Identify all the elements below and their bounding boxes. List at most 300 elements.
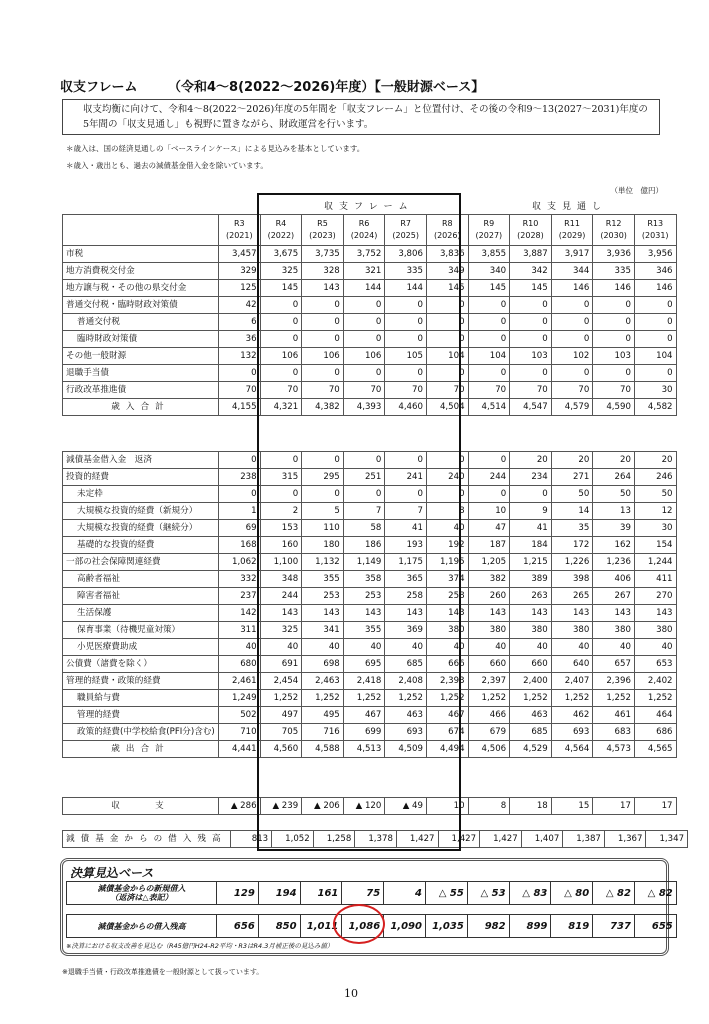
value-cell: △ 82: [593, 882, 635, 905]
value-cell: 2,407: [551, 673, 593, 690]
table-row: [63, 537, 677, 554]
value-cell: 1,387: [563, 831, 605, 848]
value-cell: 253: [302, 588, 344, 605]
value-cell: 143: [468, 605, 510, 622]
value-cell: 265: [551, 588, 593, 605]
value-cell: 1,090: [384, 915, 426, 938]
value-cell: 0: [302, 365, 344, 382]
value-cell: 50: [593, 486, 635, 503]
value-cell: 1,252: [551, 690, 593, 707]
row-label: 政策的経費(中学校給食(PFI分)含む): [63, 724, 219, 741]
value-cell: 50: [551, 486, 593, 503]
value-cell: 4,564: [551, 741, 593, 758]
value-cell: 0: [510, 297, 552, 314]
value-cell: 737: [593, 915, 635, 938]
table-row: [63, 707, 677, 724]
value-cell: 0: [260, 297, 302, 314]
value-cell: 1,252: [634, 690, 676, 707]
intro-box: 収支均衡に向けて、令和4～8(2022～2026)年度の5年間を「収支フレーム」と位置付け、その後の令和9～13(2027～2031)年度の5年間の「収支見通し」も視野に置きながら、財政運営を行います。: [62, 99, 660, 135]
value-cell: 238: [219, 469, 261, 486]
year-header-cell: [219, 215, 261, 246]
value-cell: 143: [302, 280, 344, 297]
value-cell: 20: [634, 452, 676, 469]
row-label: 生活保護: [63, 605, 219, 622]
value-cell: 70: [510, 382, 552, 399]
value-cell: 461: [593, 707, 635, 724]
value-cell: 0: [468, 297, 510, 314]
value-cell: 0: [426, 314, 468, 331]
value-cell: 655: [634, 915, 676, 938]
value-cell: 1,062: [219, 554, 261, 571]
table-row: [63, 331, 677, 348]
value-cell: 1,378: [355, 831, 397, 848]
value-cell: 0: [510, 365, 552, 382]
unit-label: （単位 億円）: [610, 186, 663, 195]
year-western: (2030): [600, 231, 627, 240]
row-label: 地方消費税交付金: [63, 263, 219, 280]
value-cell: 325: [260, 622, 302, 639]
value-cell: 660: [510, 656, 552, 673]
value-cell: 982: [467, 915, 509, 938]
value-cell: 143: [260, 605, 302, 622]
value-cell: 0: [219, 452, 261, 469]
year-header-cell: [551, 215, 593, 246]
value-cell: 0: [385, 297, 427, 314]
value-cell: 0: [343, 331, 385, 348]
value-cell: 464: [634, 707, 676, 724]
value-cell: 1,215: [510, 554, 552, 571]
row-label: 小児医療費助成: [63, 639, 219, 656]
value-cell: 154: [634, 537, 676, 554]
value-cell: 3,735: [302, 246, 344, 263]
value-cell: 342: [510, 263, 552, 280]
value-cell: 2,454: [260, 673, 302, 690]
value-cell: 0: [343, 365, 385, 382]
row-label: 大規模な投資的経費（新規分）: [63, 503, 219, 520]
value-cell: △ 80: [551, 882, 593, 905]
value-cell: 380: [593, 622, 635, 639]
value-cell: 329: [219, 263, 261, 280]
kessan-note: ※決算における収支改善を見込む（R45億円H24-R2平均・R3はR4.3月補正後の見込み値）: [66, 942, 334, 950]
value-cell: 365: [385, 571, 427, 588]
value-cell: 1,175: [385, 554, 427, 571]
value-cell: 69: [219, 520, 261, 537]
value-cell: 4,588: [302, 741, 344, 758]
value-cell: 0: [634, 365, 676, 382]
value-cell: 685: [510, 724, 552, 741]
value-cell: 40: [593, 639, 635, 656]
value-cell: 389: [510, 571, 552, 588]
value-cell: 0: [468, 365, 510, 382]
value-cell: 2,397: [468, 673, 510, 690]
value-cell: 463: [385, 707, 427, 724]
value-cell: 258: [385, 588, 427, 605]
row-label: 保育事業（待機児童対策）: [63, 622, 219, 639]
year-header-cell: [510, 215, 552, 246]
row-label: 減債基金借入金 返済: [63, 452, 219, 469]
value-cell: 657: [593, 656, 635, 673]
row-label: 職員給与費: [63, 690, 219, 707]
value-cell: 0: [385, 486, 427, 503]
value-cell: 666: [426, 656, 468, 673]
value-cell: 695: [343, 656, 385, 673]
value-cell: 244: [468, 469, 510, 486]
table-row: [63, 605, 677, 622]
value-cell: 50: [634, 486, 676, 503]
value-cell: 686: [634, 724, 676, 741]
value-cell: 332: [219, 571, 261, 588]
value-cell: 0: [634, 297, 676, 314]
value-cell: 1,100: [260, 554, 302, 571]
value-cell: 1,086: [342, 915, 384, 938]
value-cell: 8: [468, 798, 510, 815]
value-cell: 656: [217, 915, 259, 938]
value-cell: 2,396: [593, 673, 635, 690]
value-cell: 20: [551, 452, 593, 469]
year-header-cell: [634, 215, 676, 246]
table-row: [63, 365, 677, 382]
value-cell: 3,752: [343, 246, 385, 263]
value-cell: 2,463: [302, 673, 344, 690]
value-cell: 1,244: [634, 554, 676, 571]
value-cell: 14: [551, 503, 593, 520]
table-row: [63, 382, 677, 399]
value-cell: ▲ 120: [343, 798, 385, 815]
table-row: [63, 639, 677, 656]
value-cell: 47: [468, 520, 510, 537]
value-cell: 693: [551, 724, 593, 741]
value-cell: 2,400: [510, 673, 552, 690]
value-cell: ▲ 286: [219, 798, 261, 815]
year-label: R7: [400, 219, 411, 228]
value-cell: 146: [634, 280, 676, 297]
value-cell: 1,427: [438, 831, 480, 848]
value-cell: 398: [551, 571, 593, 588]
value-cell: 40: [634, 639, 676, 656]
year-header-cell: [593, 215, 635, 246]
value-cell: 3,956: [634, 246, 676, 263]
value-cell: 680: [219, 656, 261, 673]
value-cell: 1,252: [468, 690, 510, 707]
row-label: 障害者福祉: [63, 588, 219, 605]
value-cell: 0: [385, 331, 427, 348]
value-cell: 0: [343, 486, 385, 503]
value-cell: 1,011: [300, 915, 342, 938]
value-cell: 462: [551, 707, 593, 724]
value-cell: 0: [510, 331, 552, 348]
value-cell: 0: [302, 314, 344, 331]
value-cell: 0: [426, 331, 468, 348]
row-label: 減債基金からの借入残高: [63, 831, 231, 848]
value-cell: 3,917: [551, 246, 593, 263]
value-cell: 3,675: [260, 246, 302, 263]
value-cell: 30: [634, 382, 676, 399]
value-cell: 102: [551, 348, 593, 365]
value-cell: 40: [385, 639, 427, 656]
value-cell: 411: [634, 571, 676, 588]
value-cell: △ 83: [509, 882, 551, 905]
value-cell: 0: [551, 365, 593, 382]
value-cell: 4,573: [593, 741, 635, 758]
kessan-new-borrow-table: [66, 881, 677, 905]
row-label: 普通交付税・臨時財政対策債: [63, 297, 219, 314]
value-cell: 271: [551, 469, 593, 486]
value-cell: 264: [593, 469, 635, 486]
value-cell: 240: [426, 469, 468, 486]
value-cell: 1,132: [302, 554, 344, 571]
value-cell: 237: [219, 588, 261, 605]
value-cell: 467: [343, 707, 385, 724]
value-cell: 0: [260, 365, 302, 382]
value-cell: 267: [593, 588, 635, 605]
value-cell: 0: [634, 314, 676, 331]
value-cell: 6: [219, 314, 261, 331]
value-cell: 184: [510, 537, 552, 554]
value-cell: 104: [426, 348, 468, 365]
value-cell: 145: [468, 280, 510, 297]
value-cell: 17: [634, 798, 676, 815]
value-cell: 2,408: [385, 673, 427, 690]
value-cell: 4,560: [260, 741, 302, 758]
value-cell: 683: [593, 724, 635, 741]
value-cell: 3,836: [426, 246, 468, 263]
table-row: [63, 280, 677, 297]
value-cell: 0: [302, 331, 344, 348]
value-cell: 142: [219, 605, 261, 622]
value-cell: 653: [634, 656, 676, 673]
value-cell: ▲ 49: [385, 798, 427, 815]
kessan-title: 決算見込ベース: [70, 866, 154, 880]
page-title: [60, 76, 484, 95]
row-label-main: 減債基金からの借入残高: [97, 921, 186, 931]
value-cell: 75: [342, 882, 384, 905]
value-cell: 1,236: [593, 554, 635, 571]
value-cell: 244: [260, 588, 302, 605]
value-cell: 1,427: [480, 831, 522, 848]
table-row: [63, 741, 677, 758]
value-cell: 17: [593, 798, 635, 815]
row-label: 市税: [63, 246, 219, 263]
value-cell: 3,887: [510, 246, 552, 263]
value-cell: 0: [260, 331, 302, 348]
value-cell: 685: [385, 656, 427, 673]
value-cell: 18: [510, 798, 552, 815]
value-cell: 0: [343, 297, 385, 314]
value-cell: 40: [219, 639, 261, 656]
value-cell: 4,582: [634, 399, 676, 416]
value-cell: 258: [426, 588, 468, 605]
table-row: [63, 297, 677, 314]
value-cell: 70: [551, 382, 593, 399]
value-cell: 660: [468, 656, 510, 673]
value-cell: ▲ 239: [260, 798, 302, 815]
year-western: (2021): [225, 231, 253, 240]
value-cell: 0: [551, 297, 593, 314]
value-cell: 39: [593, 520, 635, 537]
year-western: (2029): [558, 231, 586, 240]
expenditure-table: [62, 451, 677, 758]
value-cell: 1,252: [260, 690, 302, 707]
value-cell: 41: [385, 520, 427, 537]
value-cell: 1,149: [343, 554, 385, 571]
value-cell: 70: [468, 382, 510, 399]
value-cell: 679: [468, 724, 510, 741]
value-cell: 0: [510, 486, 552, 503]
value-cell: 380: [510, 622, 552, 639]
year-header-blank: [63, 215, 219, 246]
highlight-circle: [333, 904, 385, 944]
year-label: R12: [605, 219, 622, 228]
row-label: 大規模な投資的経費（継続分）: [63, 520, 219, 537]
value-cell: 4,529: [510, 741, 552, 758]
value-cell: 4,382: [302, 399, 344, 416]
value-cell: 0: [593, 331, 635, 348]
year-label: R10: [522, 219, 539, 228]
value-cell: 263: [510, 588, 552, 605]
value-cell: 172: [551, 537, 593, 554]
value-cell: 144: [385, 280, 427, 297]
value-cell: 110: [302, 520, 344, 537]
group-header: [62, 196, 666, 214]
value-cell: 0: [219, 486, 261, 503]
row-label: 未定枠: [63, 486, 219, 503]
value-cell: 1,252: [510, 690, 552, 707]
value-cell: 0: [302, 486, 344, 503]
value-cell: 106: [260, 348, 302, 365]
table-row: [63, 503, 677, 520]
value-cell: 253: [343, 588, 385, 605]
value-cell: 246: [634, 469, 676, 486]
value-cell: 10: [468, 503, 510, 520]
row-label: 行政改革推進債: [63, 382, 219, 399]
value-cell: 143: [302, 605, 344, 622]
row-label: 歳出合計: [63, 741, 219, 758]
value-cell: 0: [593, 297, 635, 314]
value-cell: 106: [343, 348, 385, 365]
year-western: (2022): [267, 231, 295, 240]
row-label: 公債費（諸費を除く）: [63, 656, 219, 673]
year-label: R9: [483, 219, 495, 228]
value-cell: 358: [343, 571, 385, 588]
value-cell: 4,579: [551, 399, 593, 416]
value-cell: 41: [510, 520, 552, 537]
table-row: [63, 690, 677, 707]
value-cell: 7: [385, 503, 427, 520]
value-cell: 40: [468, 639, 510, 656]
footnote: ※退職手当債・行政改革推進債を一般財源として扱っています。: [62, 968, 264, 976]
note-1: ＊歳入は、国の経済見通しの「ベースラインケース」による見込みを基本としています。: [66, 144, 365, 153]
value-cell: 348: [260, 571, 302, 588]
value-cell: 15: [551, 798, 593, 815]
value-cell: 1,367: [604, 831, 646, 848]
value-cell: 0: [551, 314, 593, 331]
value-cell: 40: [510, 639, 552, 656]
value-cell: 0: [385, 365, 427, 382]
value-cell: 194: [258, 882, 300, 905]
value-cell: 0: [302, 452, 344, 469]
year-western: (2024): [350, 231, 378, 240]
value-cell: 0: [634, 331, 676, 348]
year-western: (2031): [641, 231, 669, 240]
value-cell: 328: [302, 263, 344, 280]
year-header-row: [63, 215, 677, 246]
value-cell: 0: [385, 452, 427, 469]
value-cell: 40: [302, 639, 344, 656]
year-label: R3: [233, 219, 245, 228]
value-cell: 5: [302, 503, 344, 520]
value-cell: 20: [510, 452, 552, 469]
row-label: 管理的経費・政策的経費: [63, 673, 219, 690]
value-cell: 143: [343, 605, 385, 622]
value-cell: 467: [426, 707, 468, 724]
value-cell: 0: [593, 365, 635, 382]
year-header-cell: [426, 215, 468, 246]
page-number: 10: [344, 987, 358, 1000]
value-cell: 160: [260, 537, 302, 554]
value-cell: 270: [634, 588, 676, 605]
value-cell: 3,855: [468, 246, 510, 263]
year-label: R11: [564, 219, 580, 228]
value-cell: 850: [258, 915, 300, 938]
table-row: [63, 520, 677, 537]
value-cell: 0: [468, 331, 510, 348]
value-cell: 349: [426, 263, 468, 280]
value-cell: 3,457: [219, 246, 261, 263]
value-cell: 340: [468, 263, 510, 280]
table-row: [63, 469, 677, 486]
borrow-balance-table: [62, 830, 688, 848]
value-cell: 0: [551, 331, 593, 348]
value-cell: 144: [343, 280, 385, 297]
row-label: [67, 915, 217, 938]
title-text: 収支フレーム: [60, 80, 138, 95]
value-cell: 1,258: [313, 831, 355, 848]
table-row: [63, 673, 677, 690]
value-cell: 4: [384, 882, 426, 905]
year-header-cell: [260, 215, 302, 246]
value-cell: 502: [219, 707, 261, 724]
value-cell: 4,565: [634, 741, 676, 758]
value-cell: 40: [343, 639, 385, 656]
value-cell: 35: [551, 520, 593, 537]
value-cell: 495: [302, 707, 344, 724]
table-row: [63, 724, 677, 741]
value-cell: 1,252: [302, 690, 344, 707]
value-cell: 132: [219, 348, 261, 365]
table-row: [63, 486, 677, 503]
value-cell: 4,494: [426, 741, 468, 758]
value-cell: 325: [260, 263, 302, 280]
row-label: 臨時財政対策債: [63, 331, 219, 348]
value-cell: 1,249: [219, 690, 261, 707]
value-cell: 1,205: [468, 554, 510, 571]
value-cell: 380: [634, 622, 676, 639]
value-cell: 1,252: [426, 690, 468, 707]
value-cell: △ 53: [467, 882, 509, 905]
row-label: [67, 882, 217, 905]
table-row: [63, 452, 677, 469]
value-cell: 40: [426, 520, 468, 537]
value-cell: 0: [426, 486, 468, 503]
value-cell: 4,460: [385, 399, 427, 416]
value-cell: 0: [302, 297, 344, 314]
value-cell: 380: [551, 622, 593, 639]
value-cell: 251: [343, 469, 385, 486]
row-label: 退職手当債: [63, 365, 219, 382]
value-cell: 0: [426, 365, 468, 382]
value-cell: 187: [468, 537, 510, 554]
row-label: 収 支: [63, 798, 219, 815]
